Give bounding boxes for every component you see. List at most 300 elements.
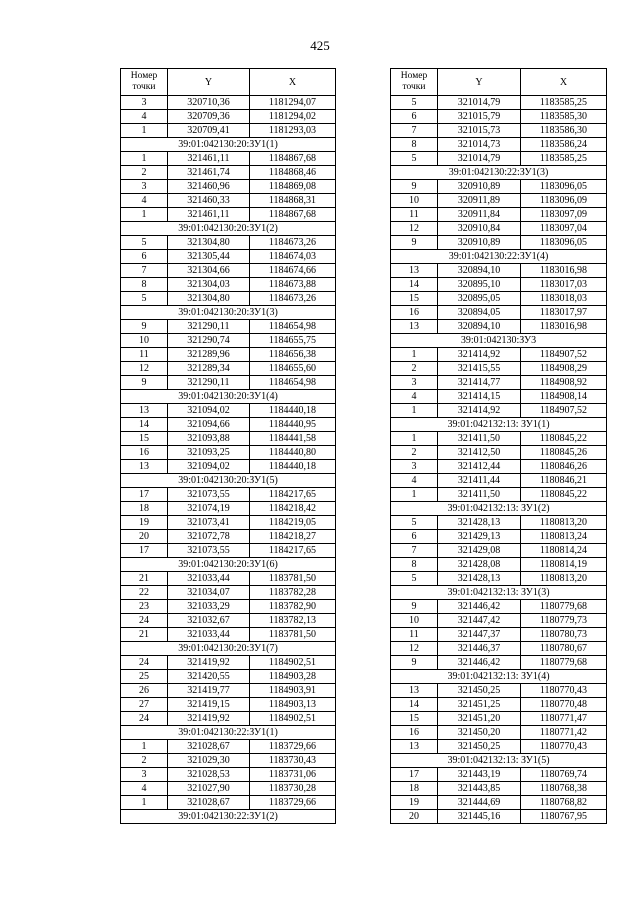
x-coordinate-cell: 1184655,60 [250,362,336,376]
point-number-cell: 15 [391,712,438,726]
table-row [391,488,607,502]
y-coordinate-cell: 320911,89 [438,194,521,208]
table-row [121,796,336,810]
y-coordinate-cell: 321027,90 [168,782,250,796]
y-coordinate-cell: 321028,67 [168,796,250,810]
y-coordinate-cell: 321446,42 [438,600,521,614]
x-coordinate-cell: 1180845,22 [521,488,607,502]
point-number-cell: 1 [121,208,168,222]
x-coordinate-cell: 1183729,66 [250,740,336,754]
x-coordinate-cell: 1184219,05 [250,516,336,530]
table-row [121,628,336,642]
y-coordinate-cell: 321460,33 [168,194,250,208]
x-coordinate-cell: 1184903,13 [250,698,336,712]
x-coordinate-cell: 1183016,98 [521,320,607,334]
y-coordinate-cell: 321444,69 [438,796,521,810]
table-row [121,376,336,390]
x-coordinate-cell: 1183781,50 [250,628,336,642]
point-number-cell: 1 [121,796,168,810]
point-number-cell: 25 [121,670,168,684]
point-number-cell: 19 [121,516,168,530]
point-number-cell: 27 [121,698,168,712]
x-coordinate-cell: 1180767,95 [521,810,607,824]
table-row [121,488,336,502]
parcel-section-row [121,558,336,572]
table-row [121,292,336,306]
point-number-cell: 20 [121,530,168,544]
point-number-cell: 23 [121,600,168,614]
table-row [121,362,336,376]
y-coordinate-cell: 321419,15 [168,698,250,712]
x-coordinate-cell: 1184440,95 [250,418,336,432]
parcel-cadastral-number: 39:01:042130:20:ЗУ1(7) [121,642,336,656]
x-coordinate-cell: 1183097,04 [521,222,607,236]
x-coordinate-cell: 1184902,51 [250,656,336,670]
y-coordinate-cell: 321014,79 [438,96,521,110]
x-coordinate-cell: 1183730,43 [250,754,336,768]
y-coordinate-cell: 321094,66 [168,418,250,432]
parcel-section-row [391,166,607,180]
y-coordinate-cell: 321304,66 [168,264,250,278]
point-number-cell: 12 [391,222,438,236]
x-coordinate-cell: 1184908,14 [521,390,607,404]
parcel-cadastral-number: 39:01:042130:20:ЗУ1(3) [121,306,336,320]
y-coordinate-cell: 321033,44 [168,628,250,642]
parcel-section-row [121,726,336,740]
y-coordinate-cell: 321014,79 [438,152,521,166]
point-number-cell: 9 [121,376,168,390]
x-coordinate-cell: 1180845,22 [521,432,607,446]
table-row [391,810,607,824]
point-number-cell: 3 [121,768,168,782]
y-coordinate-cell: 320894,05 [438,306,521,320]
y-coordinate-cell: 321419,92 [168,712,250,726]
table-row [121,586,336,600]
table-row [391,614,607,628]
table-row [121,768,336,782]
table-row [391,404,607,418]
table-header-row [391,69,607,96]
point-number-cell: 11 [391,628,438,642]
y-coordinate-cell: 321073,55 [168,488,250,502]
table-row [121,754,336,768]
point-number-cell: 13 [391,264,438,278]
x-coordinate-cell: 1180780,73 [521,628,607,642]
x-coordinate-cell: 1183782,28 [250,586,336,600]
point-number-cell: 21 [121,628,168,642]
x-coordinate-cell: 1180779,68 [521,600,607,614]
x-coordinate-cell: 1183585,30 [521,110,607,124]
point-number-cell: 17 [121,544,168,558]
point-number-cell: 14 [391,278,438,292]
x-coordinate-cell: 1180768,38 [521,782,607,796]
y-coordinate-cell: 321445,16 [438,810,521,824]
x-coordinate-cell: 1180779,68 [521,656,607,670]
point-number-cell: 15 [121,432,168,446]
point-number-cell: 10 [391,614,438,628]
point-number-cell: 1 [391,432,438,446]
y-coordinate-cell: 321093,25 [168,446,250,460]
point-number-cell: 13 [121,460,168,474]
table-row [121,740,336,754]
y-coordinate-cell: 321450,25 [438,684,521,698]
y-coordinate-cell: 321074,19 [168,502,250,516]
point-number-cell: 3 [121,180,168,194]
point-number-cell: 21 [121,572,168,586]
point-number-cell: 5 [121,236,168,250]
x-coordinate-cell: 1184218,27 [250,530,336,544]
table-row [121,432,336,446]
x-coordinate-cell: 1184440,80 [250,446,336,460]
table-row [121,572,336,586]
point-number-cell: 4 [121,110,168,124]
y-coordinate-cell: 321415,55 [438,362,521,376]
y-coordinate-cell: 321428,13 [438,516,521,530]
coordinates-table-right [390,68,607,824]
table-row [121,418,336,432]
x-coordinate-cell: 1183586,24 [521,138,607,152]
x-coordinate-cell: 1184674,66 [250,264,336,278]
x-coordinate-cell: 1184674,03 [250,250,336,264]
x-coordinate-cell: 1180770,48 [521,698,607,712]
table-row [121,264,336,278]
x-coordinate-cell: 1184673,26 [250,292,336,306]
y-coordinate-cell: 321304,80 [168,292,250,306]
table-row [391,152,607,166]
header-x: X [521,69,607,96]
y-coordinate-cell: 321429,13 [438,530,521,544]
y-coordinate-cell: 321451,20 [438,712,521,726]
parcel-cadastral-number: 39:01:042130:22:ЗУ1(4) [391,250,607,264]
parcel-section-row [121,810,336,824]
x-coordinate-cell: 1183782,13 [250,614,336,628]
point-number-cell: 1 [121,124,168,138]
point-number-cell: 5 [121,292,168,306]
y-coordinate-cell: 321290,74 [168,334,250,348]
table-row [121,166,336,180]
point-number-cell: 9 [391,236,438,250]
table-body-left [121,96,336,824]
point-number-cell: 14 [391,698,438,712]
x-coordinate-cell: 1180780,67 [521,642,607,656]
table-row [391,236,607,250]
y-coordinate-cell: 321412,44 [438,460,521,474]
table-row [391,376,607,390]
y-coordinate-cell: 321015,73 [438,124,521,138]
x-coordinate-cell: 1180771,42 [521,726,607,740]
y-coordinate-cell: 321461,11 [168,152,250,166]
parcel-cadastral-number: 39:01:042132:13: ЗУ1(5) [391,754,607,768]
x-coordinate-cell: 1184654,98 [250,320,336,334]
parcel-cadastral-number: 39:01:042130:20:ЗУ1(6) [121,558,336,572]
point-number-cell: 12 [121,362,168,376]
table-row [391,768,607,782]
y-coordinate-cell: 321304,03 [168,278,250,292]
parcel-section-row [391,334,607,348]
x-coordinate-cell: 1180768,82 [521,796,607,810]
point-number-cell: 6 [121,250,168,264]
table-row [121,208,336,222]
header-point-number-text: Номер точки [130,71,158,92]
y-coordinate-cell: 321411,44 [438,474,521,488]
point-number-cell: 8 [391,558,438,572]
y-coordinate-cell: 321094,02 [168,460,250,474]
x-coordinate-cell: 1181293,03 [250,124,336,138]
table-row [391,306,607,320]
x-coordinate-cell: 1184868,46 [250,166,336,180]
point-number-cell: 16 [391,306,438,320]
y-coordinate-cell: 321290,11 [168,376,250,390]
x-coordinate-cell: 1184907,52 [521,348,607,362]
y-coordinate-cell: 321028,53 [168,768,250,782]
table-row [391,530,607,544]
coordinates-table-left [120,68,336,824]
point-number-cell: 7 [391,124,438,138]
point-number-cell: 11 [391,208,438,222]
x-coordinate-cell: 1183018,03 [521,292,607,306]
point-number-cell: 2 [391,362,438,376]
parcel-section-row [391,670,607,684]
point-number-cell: 15 [391,292,438,306]
point-number-cell: 5 [391,96,438,110]
point-number-cell: 16 [121,446,168,460]
point-number-cell: 5 [391,152,438,166]
parcel-section-row [391,586,607,600]
y-coordinate-cell: 320910,89 [438,236,521,250]
table-row [391,96,607,110]
table-row [391,264,607,278]
point-number-cell: 13 [391,320,438,334]
y-coordinate-cell: 321289,34 [168,362,250,376]
table-row [121,684,336,698]
page-number: 425 [310,38,330,53]
table-row [391,390,607,404]
table-row [391,726,607,740]
x-coordinate-cell: 1184903,28 [250,670,336,684]
table-row [391,320,607,334]
point-number-cell: 5 [391,516,438,530]
table-row [391,544,607,558]
x-coordinate-cell: 1184217,65 [250,488,336,502]
table-row [391,194,607,208]
table-row [121,334,336,348]
table-row [391,124,607,138]
point-number-cell: 13 [391,740,438,754]
y-coordinate-cell: 320709,41 [168,124,250,138]
parcel-cadastral-number: 39:01:042130:22:ЗУ1(1) [121,726,336,740]
table-row [391,138,607,152]
parcel-section-row [391,754,607,768]
x-coordinate-cell: 1181294,07 [250,96,336,110]
point-number-cell: 14 [121,418,168,432]
table-row [121,670,336,684]
table-row [391,740,607,754]
y-coordinate-cell: 321073,55 [168,544,250,558]
x-coordinate-cell: 1183585,25 [521,96,607,110]
parcel-cadastral-number: 39:01:042130:20:ЗУ1(1) [121,138,336,152]
x-coordinate-cell: 1180813,24 [521,530,607,544]
y-coordinate-cell: 321015,79 [438,110,521,124]
x-coordinate-cell: 1180813,20 [521,572,607,586]
point-number-cell: 9 [121,320,168,334]
table-row [121,516,336,530]
parcel-cadastral-number: 39:01:042130:20:ЗУ1(5) [121,474,336,488]
x-coordinate-cell: 1184869,08 [250,180,336,194]
table-row [121,446,336,460]
header-y: Y [168,69,250,96]
point-number-cell: 24 [121,712,168,726]
x-coordinate-cell: 1180845,26 [521,446,607,460]
x-coordinate-cell: 1180769,74 [521,768,607,782]
x-coordinate-cell: 1184908,92 [521,376,607,390]
x-coordinate-cell: 1181294,02 [250,110,336,124]
x-coordinate-cell: 1183781,50 [250,572,336,586]
x-coordinate-cell: 1183017,03 [521,278,607,292]
parcel-section-row [121,390,336,404]
y-coordinate-cell: 321032,67 [168,614,250,628]
x-coordinate-cell: 1180771,47 [521,712,607,726]
x-coordinate-cell: 1184907,52 [521,404,607,418]
point-number-cell: 2 [391,446,438,460]
table-row [391,180,607,194]
parcel-section-row [121,642,336,656]
x-coordinate-cell: 1184903,91 [250,684,336,698]
point-number-cell: 20 [391,810,438,824]
point-number-cell: 13 [121,404,168,418]
y-coordinate-cell: 321429,08 [438,544,521,558]
table-row [391,348,607,362]
point-number-cell: 10 [391,194,438,208]
y-coordinate-cell: 321428,13 [438,572,521,586]
x-coordinate-cell: 1183782,90 [250,600,336,614]
y-coordinate-cell: 321290,11 [168,320,250,334]
header-y: Y [438,69,521,96]
point-number-cell: 5 [391,572,438,586]
table-row [391,600,607,614]
table-row [121,698,336,712]
point-number-cell: 7 [121,264,168,278]
parcel-section-row [391,502,607,516]
point-number-cell: 8 [121,278,168,292]
point-number-cell: 3 [121,96,168,110]
y-coordinate-cell: 320910,89 [438,180,521,194]
table-row [391,432,607,446]
y-coordinate-cell: 321033,29 [168,600,250,614]
y-coordinate-cell: 321419,77 [168,684,250,698]
y-coordinate-cell: 321461,74 [168,166,250,180]
point-number-cell: 2 [121,166,168,180]
table-row [121,712,336,726]
y-coordinate-cell: 321029,30 [168,754,250,768]
point-number-cell: 24 [121,614,168,628]
table-row [391,208,607,222]
x-coordinate-cell: 1184908,29 [521,362,607,376]
point-number-cell: 1 [391,488,438,502]
table-row [121,96,336,110]
table-row [391,698,607,712]
x-coordinate-cell: 1180846,26 [521,460,607,474]
header-point-number [391,69,438,96]
x-coordinate-cell: 1184656,38 [250,348,336,362]
parcel-cadastral-number: 39:01:042130:ЗУ3 [391,334,607,348]
point-number-cell: 3 [391,460,438,474]
point-number-cell: 4 [391,390,438,404]
x-coordinate-cell: 1184441,58 [250,432,336,446]
table-row [391,460,607,474]
y-coordinate-cell: 321093,88 [168,432,250,446]
point-number-cell: 1 [391,404,438,418]
point-number-cell: 6 [391,530,438,544]
point-number-cell: 13 [391,684,438,698]
y-coordinate-cell: 321450,20 [438,726,521,740]
parcel-section-row [391,250,607,264]
table-row [121,320,336,334]
point-number-cell: 3 [391,376,438,390]
table-row [121,782,336,796]
table-row [121,348,336,362]
table-row [391,292,607,306]
point-number-cell: 9 [391,180,438,194]
y-coordinate-cell: 320710,36 [168,96,250,110]
point-number-cell: 9 [391,600,438,614]
x-coordinate-cell: 1180846,21 [521,474,607,488]
y-coordinate-cell: 321446,42 [438,656,521,670]
y-coordinate-cell: 321460,96 [168,180,250,194]
x-coordinate-cell: 1184218,42 [250,502,336,516]
table-row [391,362,607,376]
x-coordinate-cell: 1184654,98 [250,376,336,390]
y-coordinate-cell: 321034,07 [168,586,250,600]
y-coordinate-cell: 321289,96 [168,348,250,362]
y-coordinate-cell: 321094,02 [168,404,250,418]
table-row [121,152,336,166]
x-coordinate-cell: 1180770,43 [521,684,607,698]
table-body-right [391,96,607,824]
parcel-section-row [121,138,336,152]
y-coordinate-cell: 321443,85 [438,782,521,796]
table-header-row [121,69,336,96]
y-coordinate-cell: 320910,84 [438,222,521,236]
x-coordinate-cell: 1183586,30 [521,124,607,138]
parcel-cadastral-number: 39:01:042130:20:ЗУ1(4) [121,390,336,404]
x-coordinate-cell: 1183017,97 [521,306,607,320]
x-coordinate-cell: 1183730,28 [250,782,336,796]
x-coordinate-cell: 1183729,66 [250,796,336,810]
table-row [121,600,336,614]
y-coordinate-cell: 321414,77 [438,376,521,390]
y-coordinate-cell: 320895,05 [438,292,521,306]
x-coordinate-cell: 1184902,51 [250,712,336,726]
y-coordinate-cell: 321411,50 [438,488,521,502]
point-number-cell: 1 [391,348,438,362]
x-coordinate-cell: 1183585,25 [521,152,607,166]
point-number-cell: 6 [391,110,438,124]
parcel-cadastral-number: 39:01:042132:13: ЗУ1(3) [391,586,607,600]
parcel-section-row [121,306,336,320]
point-number-cell: 17 [121,488,168,502]
table-row [391,684,607,698]
table-row [121,236,336,250]
table-row [391,516,607,530]
x-coordinate-cell: 1180770,43 [521,740,607,754]
point-number-cell: 7 [391,544,438,558]
table-row [121,614,336,628]
y-coordinate-cell: 321447,42 [438,614,521,628]
point-number-cell: 4 [121,782,168,796]
x-coordinate-cell: 1184867,68 [250,208,336,222]
table-row [121,250,336,264]
x-coordinate-cell: 1183097,09 [521,208,607,222]
